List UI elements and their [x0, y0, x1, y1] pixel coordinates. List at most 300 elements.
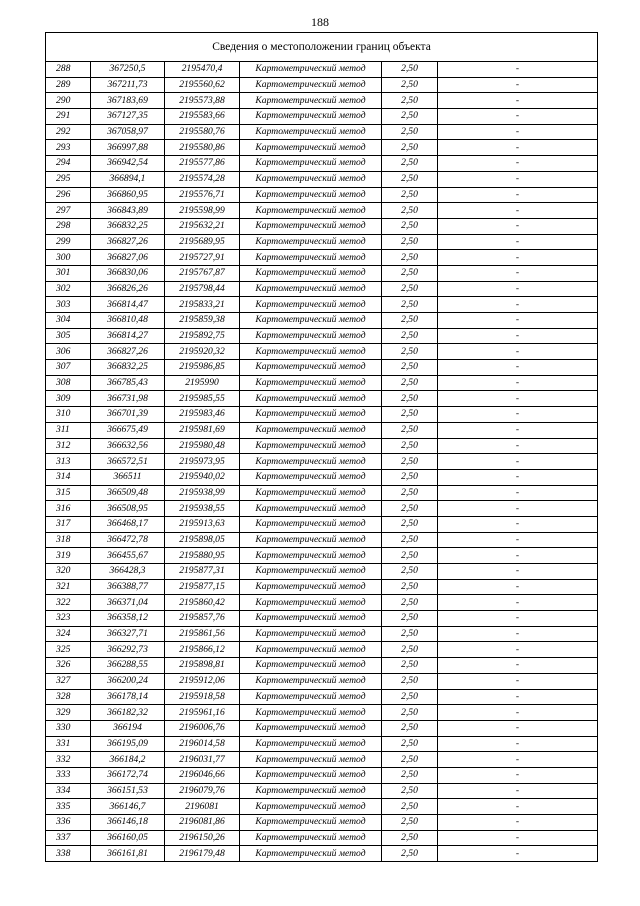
method-cell: Картометрический метод: [240, 344, 382, 360]
method-cell: Картометрический метод: [240, 328, 382, 344]
precision-cell: 2,50: [382, 846, 438, 862]
table-row: [46, 642, 598, 658]
table-row: [46, 109, 598, 125]
precision-cell: 2,50: [382, 783, 438, 799]
coord-x-cell: 366172,74: [91, 767, 165, 783]
method-cell: Картометрический метод: [240, 799, 382, 815]
coord-y-cell: 2196046,66: [165, 767, 240, 783]
method-cell: Картометрический метод: [240, 281, 382, 297]
point-number-cell: 330: [46, 720, 91, 736]
coord-x-cell: 366814,47: [91, 297, 165, 313]
method-cell: Картометрический метод: [240, 187, 382, 203]
precision-cell: 2,50: [382, 501, 438, 517]
precision-cell: 2,50: [382, 516, 438, 532]
point-number-cell: 297: [46, 203, 91, 219]
precision-cell: 2,50: [382, 830, 438, 846]
coord-y-cell: 2195898,05: [165, 532, 240, 548]
coord-x-cell: 366288,55: [91, 658, 165, 674]
table-row: [46, 218, 598, 234]
coord-x-cell: 366200,24: [91, 673, 165, 689]
method-cell: Картометрический метод: [240, 454, 382, 470]
point-number-cell: 295: [46, 171, 91, 187]
method-cell: Картометрический метод: [240, 501, 382, 517]
point-number-cell: 299: [46, 234, 91, 250]
coord-x-cell: 366455,67: [91, 548, 165, 564]
precision-cell: 2,50: [382, 218, 438, 234]
precision-cell: 2,50: [382, 579, 438, 595]
description-cell: -: [438, 360, 598, 376]
method-cell: Картометрический метод: [240, 720, 382, 736]
coord-x-cell: 366810,48: [91, 313, 165, 329]
precision-cell: 2,50: [382, 62, 438, 78]
coord-y-cell: 2195860,42: [165, 595, 240, 611]
coord-x-cell: 366511: [91, 469, 165, 485]
description-cell: -: [438, 673, 598, 689]
coord-y-cell: 2196031,77: [165, 752, 240, 768]
coord-y-cell: 2196150,26: [165, 830, 240, 846]
description-cell: -: [438, 658, 598, 674]
table-row: [46, 595, 598, 611]
coord-y-cell: 2195767,87: [165, 265, 240, 281]
description-cell: -: [438, 501, 598, 517]
description-cell: -: [438, 564, 598, 580]
point-number-cell: 298: [46, 218, 91, 234]
description-cell: -: [438, 783, 598, 799]
precision-cell: 2,50: [382, 689, 438, 705]
coord-x-cell: 366151,53: [91, 783, 165, 799]
precision-cell: 2,50: [382, 407, 438, 423]
point-number-cell: 308: [46, 375, 91, 391]
point-number-cell: 332: [46, 752, 91, 768]
method-cell: Картометрический метод: [240, 313, 382, 329]
coord-y-cell: 2196081: [165, 799, 240, 815]
precision-cell: 2,50: [382, 469, 438, 485]
table-row: [46, 140, 598, 156]
description-cell: -: [438, 407, 598, 423]
precision-cell: 2,50: [382, 548, 438, 564]
method-cell: Картометрический метод: [240, 485, 382, 501]
point-number-cell: 338: [46, 846, 91, 862]
description-cell: -: [438, 799, 598, 815]
coord-x-cell: 366509,48: [91, 485, 165, 501]
method-cell: Картометрический метод: [240, 548, 382, 564]
description-cell: -: [438, 469, 598, 485]
table-row: [46, 265, 598, 281]
point-number-cell: 312: [46, 438, 91, 454]
point-number-cell: 319: [46, 548, 91, 564]
precision-cell: 2,50: [382, 720, 438, 736]
coord-y-cell: 2196081,86: [165, 815, 240, 831]
table-row: [46, 360, 598, 376]
table-row: [46, 611, 598, 627]
description-cell: -: [438, 234, 598, 250]
table-title: Сведения о местоположении границ объекта: [46, 33, 598, 62]
coord-y-cell: 2196079,76: [165, 783, 240, 799]
method-cell: Картометрический метод: [240, 360, 382, 376]
point-number-cell: 303: [46, 297, 91, 313]
description-cell: -: [438, 171, 598, 187]
table-row: [46, 187, 598, 203]
method-cell: Картометрический метод: [240, 140, 382, 156]
table-row: [46, 783, 598, 799]
method-cell: Картометрический метод: [240, 783, 382, 799]
coord-x-cell: 366814,27: [91, 328, 165, 344]
point-number-cell: 302: [46, 281, 91, 297]
precision-cell: 2,50: [382, 297, 438, 313]
coord-x-cell: 366388,77: [91, 579, 165, 595]
description-cell: -: [438, 328, 598, 344]
method-cell: Картометрический метод: [240, 579, 382, 595]
description-cell: -: [438, 187, 598, 203]
description-cell: -: [438, 438, 598, 454]
coord-y-cell: 2195973,95: [165, 454, 240, 470]
coord-y-cell: 2195857,76: [165, 611, 240, 627]
point-number-cell: 311: [46, 422, 91, 438]
coord-x-cell: 366785,43: [91, 375, 165, 391]
point-number-cell: 329: [46, 705, 91, 721]
point-number-cell: 331: [46, 736, 91, 752]
precision-cell: 2,50: [382, 265, 438, 281]
coord-y-cell: 2195798,44: [165, 281, 240, 297]
description-cell: -: [438, 830, 598, 846]
coord-y-cell: 2195880,95: [165, 548, 240, 564]
method-cell: Картометрический метод: [240, 595, 382, 611]
method-cell: Картометрический метод: [240, 767, 382, 783]
coord-x-cell: 366632,56: [91, 438, 165, 454]
description-cell: -: [438, 203, 598, 219]
coord-x-cell: 366843,89: [91, 203, 165, 219]
method-cell: Картометрический метод: [240, 407, 382, 423]
coord-x-cell: 366146,7: [91, 799, 165, 815]
coord-x-cell: 366894,1: [91, 171, 165, 187]
method-cell: Картометрический метод: [240, 234, 382, 250]
point-number-cell: 328: [46, 689, 91, 705]
point-number-cell: 322: [46, 595, 91, 611]
coord-x-cell: 367183,69: [91, 93, 165, 109]
coord-x-cell: 366358,12: [91, 611, 165, 627]
table-row: [46, 799, 598, 815]
coord-x-cell: 366827,26: [91, 234, 165, 250]
point-number-cell: 305: [46, 328, 91, 344]
description-cell: -: [438, 846, 598, 862]
coord-x-cell: 366428,3: [91, 564, 165, 580]
precision-cell: 2,50: [382, 187, 438, 203]
description-cell: -: [438, 736, 598, 752]
point-number-cell: 300: [46, 250, 91, 266]
description-cell: -: [438, 611, 598, 627]
table-body: [46, 33, 598, 862]
coord-y-cell: 2195892,75: [165, 328, 240, 344]
table-row: [46, 328, 598, 344]
point-number-cell: 321: [46, 579, 91, 595]
coord-y-cell: 2195859,38: [165, 313, 240, 329]
point-number-cell: 294: [46, 156, 91, 172]
coord-y-cell: 2195576,71: [165, 187, 240, 203]
coord-x-cell: 366572,51: [91, 454, 165, 470]
table-row: [46, 454, 598, 470]
method-cell: Картометрический метод: [240, 815, 382, 831]
description-cell: -: [438, 767, 598, 783]
coord-y-cell: 2195877,15: [165, 579, 240, 595]
precision-cell: 2,50: [382, 422, 438, 438]
description-cell: -: [438, 705, 598, 721]
point-number-cell: 288: [46, 62, 91, 78]
coord-x-cell: 366371,04: [91, 595, 165, 611]
coord-y-cell: 2195940,02: [165, 469, 240, 485]
description-cell: -: [438, 218, 598, 234]
coord-y-cell: 2195574,28: [165, 171, 240, 187]
precision-cell: 2,50: [382, 799, 438, 815]
precision-cell: 2,50: [382, 673, 438, 689]
precision-cell: 2,50: [382, 234, 438, 250]
coord-x-cell: 366182,32: [91, 705, 165, 721]
table-row: [46, 156, 598, 172]
point-number-cell: 309: [46, 391, 91, 407]
method-cell: Картометрический метод: [240, 171, 382, 187]
description-cell: -: [438, 516, 598, 532]
table-row: [46, 171, 598, 187]
coord-x-cell: 366860,95: [91, 187, 165, 203]
coord-x-cell: 366184,2: [91, 752, 165, 768]
table-row: [46, 297, 598, 313]
coord-x-cell: 366160,05: [91, 830, 165, 846]
precision-cell: 2,50: [382, 77, 438, 93]
description-cell: -: [438, 156, 598, 172]
coord-x-cell: 366508,95: [91, 501, 165, 517]
description-cell: -: [438, 391, 598, 407]
description-cell: -: [438, 548, 598, 564]
coord-y-cell: 2195573,88: [165, 93, 240, 109]
method-cell: Картометрический метод: [240, 250, 382, 266]
coord-y-cell: 2195913,63: [165, 516, 240, 532]
precision-cell: 2,50: [382, 736, 438, 752]
description-cell: -: [438, 485, 598, 501]
point-number-cell: 326: [46, 658, 91, 674]
method-cell: Картометрический метод: [240, 93, 382, 109]
point-number-cell: 324: [46, 626, 91, 642]
precision-cell: 2,50: [382, 313, 438, 329]
precision-cell: 2,50: [382, 250, 438, 266]
table-row: [46, 564, 598, 580]
point-number-cell: 317: [46, 516, 91, 532]
point-number-cell: 296: [46, 187, 91, 203]
coord-y-cell: 2195877,31: [165, 564, 240, 580]
point-number-cell: 325: [46, 642, 91, 658]
point-number-cell: 306: [46, 344, 91, 360]
coord-x-cell: 366731,98: [91, 391, 165, 407]
point-number-cell: 291: [46, 109, 91, 125]
point-number-cell: 320: [46, 564, 91, 580]
point-number-cell: 289: [46, 77, 91, 93]
precision-cell: 2,50: [382, 109, 438, 125]
coord-x-cell: 366472,78: [91, 532, 165, 548]
description-cell: -: [438, 532, 598, 548]
point-number-cell: 290: [46, 93, 91, 109]
table-row: [46, 689, 598, 705]
method-cell: Картометрический метод: [240, 752, 382, 768]
coord-x-cell: 366292,73: [91, 642, 165, 658]
precision-cell: 2,50: [382, 626, 438, 642]
point-number-cell: 292: [46, 124, 91, 140]
coord-x-cell: 367211,73: [91, 77, 165, 93]
table-row: [46, 250, 598, 266]
precision-cell: 2,50: [382, 375, 438, 391]
coord-y-cell: 2195898,81: [165, 658, 240, 674]
coord-x-cell: 366195,09: [91, 736, 165, 752]
coord-y-cell: 2195920,32: [165, 344, 240, 360]
coord-x-cell: 366675,49: [91, 422, 165, 438]
method-cell: Картометрический метод: [240, 265, 382, 281]
precision-cell: 2,50: [382, 595, 438, 611]
table-row: [46, 846, 598, 862]
coord-y-cell: 2195938,99: [165, 485, 240, 501]
coord-y-cell: 2195981,69: [165, 422, 240, 438]
table-row: [46, 736, 598, 752]
coord-y-cell: 2195577,86: [165, 156, 240, 172]
table-row: [46, 77, 598, 93]
table-row: [46, 203, 598, 219]
description-cell: -: [438, 297, 598, 313]
description-cell: -: [438, 124, 598, 140]
method-cell: Картометрический метод: [240, 626, 382, 642]
table-row: [46, 705, 598, 721]
method-cell: Картометрический метод: [240, 124, 382, 140]
point-number-cell: 293: [46, 140, 91, 156]
table-row: [46, 485, 598, 501]
coord-y-cell: 2195980,48: [165, 438, 240, 454]
coord-x-cell: 366468,17: [91, 516, 165, 532]
description-cell: -: [438, 720, 598, 736]
coord-y-cell: 2195727,91: [165, 250, 240, 266]
table-row: [46, 720, 598, 736]
coord-x-cell: 366194: [91, 720, 165, 736]
coord-x-cell: 366827,06: [91, 250, 165, 266]
coord-x-cell: 367127,35: [91, 109, 165, 125]
boundary-table: [45, 32, 598, 862]
method-cell: Картометрический метод: [240, 438, 382, 454]
coord-y-cell: 2196179,48: [165, 846, 240, 862]
precision-cell: 2,50: [382, 156, 438, 172]
coord-y-cell: 2196006,76: [165, 720, 240, 736]
coord-y-cell: 2195861,56: [165, 626, 240, 642]
description-cell: -: [438, 281, 598, 297]
method-cell: Картометрический метод: [240, 62, 382, 78]
coord-y-cell: 2195583,66: [165, 109, 240, 125]
coord-y-cell: 2195470,4: [165, 62, 240, 78]
method-cell: Картометрический метод: [240, 736, 382, 752]
table-row: [46, 626, 598, 642]
coord-x-cell: 366327,71: [91, 626, 165, 642]
description-cell: -: [438, 422, 598, 438]
point-number-cell: 323: [46, 611, 91, 627]
coord-y-cell: 2195580,86: [165, 140, 240, 156]
method-cell: Картометрический метод: [240, 830, 382, 846]
coord-y-cell: 2195918,58: [165, 689, 240, 705]
coord-x-cell: 367250,5: [91, 62, 165, 78]
point-number-cell: 335: [46, 799, 91, 815]
precision-cell: 2,50: [382, 752, 438, 768]
table-row: [46, 501, 598, 517]
precision-cell: 2,50: [382, 203, 438, 219]
precision-cell: 2,50: [382, 815, 438, 831]
description-cell: -: [438, 626, 598, 642]
description-cell: -: [438, 454, 598, 470]
method-cell: Картометрический метод: [240, 689, 382, 705]
coord-y-cell: 2195632,21: [165, 218, 240, 234]
table-row: [46, 62, 598, 78]
coord-y-cell: 2195985,55: [165, 391, 240, 407]
coord-y-cell: 2196014,58: [165, 736, 240, 752]
method-cell: Картометрический метод: [240, 611, 382, 627]
description-cell: -: [438, 689, 598, 705]
description-cell: -: [438, 265, 598, 281]
coord-x-cell: 366832,25: [91, 218, 165, 234]
precision-cell: 2,50: [382, 658, 438, 674]
method-cell: Картометрический метод: [240, 705, 382, 721]
description-cell: -: [438, 642, 598, 658]
method-cell: Картометрический метод: [240, 532, 382, 548]
method-cell: Картометрический метод: [240, 375, 382, 391]
method-cell: Картометрический метод: [240, 516, 382, 532]
coord-x-cell: 366146,18: [91, 815, 165, 831]
table-row: [46, 532, 598, 548]
coord-y-cell: 2195580,76: [165, 124, 240, 140]
method-cell: Картометрический метод: [240, 673, 382, 689]
coord-y-cell: 2195866,12: [165, 642, 240, 658]
point-number-cell: 334: [46, 783, 91, 799]
table-row: [46, 579, 598, 595]
description-cell: -: [438, 250, 598, 266]
point-number-cell: 318: [46, 532, 91, 548]
coord-x-cell: 366827,26: [91, 344, 165, 360]
description-cell: -: [438, 140, 598, 156]
table-header-row: [46, 33, 598, 62]
coord-x-cell: 366701,39: [91, 407, 165, 423]
method-cell: Картометрический метод: [240, 469, 382, 485]
coord-y-cell: 2195598,99: [165, 203, 240, 219]
description-cell: -: [438, 815, 598, 831]
description-cell: -: [438, 595, 598, 611]
precision-cell: 2,50: [382, 485, 438, 501]
point-number-cell: 316: [46, 501, 91, 517]
table-row: [46, 438, 598, 454]
precision-cell: 2,50: [382, 532, 438, 548]
method-cell: Картометрический метод: [240, 642, 382, 658]
precision-cell: 2,50: [382, 344, 438, 360]
method-cell: Картометрический метод: [240, 846, 382, 862]
description-cell: -: [438, 77, 598, 93]
coord-x-cell: 366826,26: [91, 281, 165, 297]
coord-y-cell: 2195912,06: [165, 673, 240, 689]
description-cell: -: [438, 752, 598, 768]
method-cell: Картометрический метод: [240, 391, 382, 407]
coord-x-cell: 367058,97: [91, 124, 165, 140]
coord-x-cell: 366832,25: [91, 360, 165, 376]
coord-y-cell: 2195833,21: [165, 297, 240, 313]
point-number-cell: 315: [46, 485, 91, 501]
coord-y-cell: 2195990: [165, 375, 240, 391]
table-row: [46, 124, 598, 140]
page-number: 188: [311, 15, 329, 29]
coord-y-cell: 2195983,46: [165, 407, 240, 423]
point-number-cell: 304: [46, 313, 91, 329]
coord-x-cell: 366161,81: [91, 846, 165, 862]
table-row: [46, 313, 598, 329]
coord-y-cell: 2195986,85: [165, 360, 240, 376]
table-row: [46, 815, 598, 831]
point-number-cell: 333: [46, 767, 91, 783]
method-cell: Картометрический метод: [240, 203, 382, 219]
